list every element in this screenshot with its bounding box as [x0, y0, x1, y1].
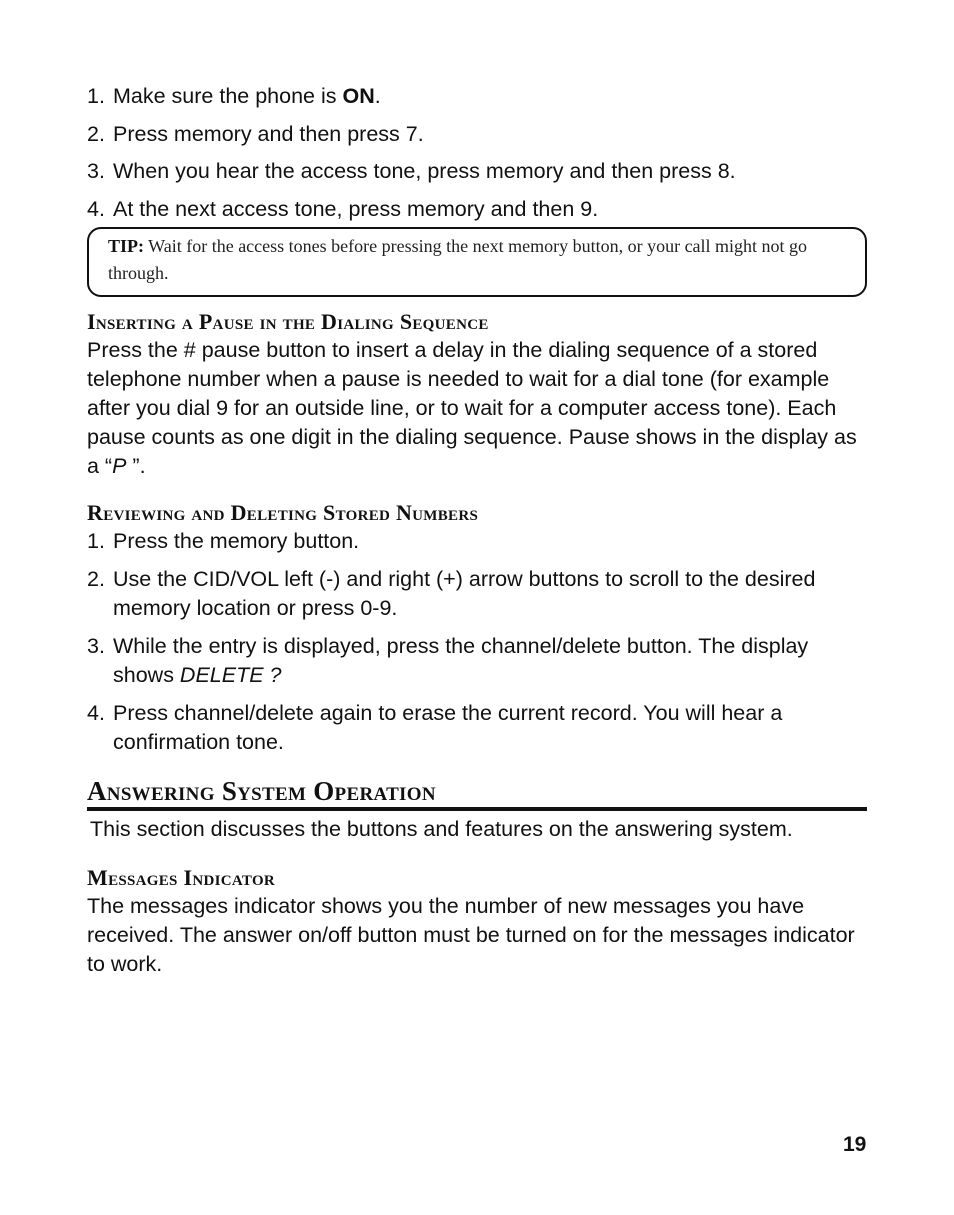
step-number: 3. — [87, 633, 105, 658]
step-text: While the entry is displayed, press the channel/delete button. The display shows — [113, 633, 809, 687]
step-number: 1. — [87, 528, 105, 553]
messages-paragraph: The messages indicator shows you the number of new messages you have received. The answer on/off button must be turned on for the messages indicator to work. — [87, 893, 855, 976]
display-delete-text: DELETE ? — [179, 662, 282, 687]
pause-body-end: ”. — [126, 453, 146, 478]
step-number: 2. — [87, 121, 105, 146]
tip-label: TIP: — [108, 235, 144, 256]
tip-text: Wait for the access tones before pressing the next memory button, or your call might not go through. — [108, 235, 808, 283]
dialing-steps-list — [87, 82, 867, 224]
manual-page — [87, 82, 867, 979]
list-item — [87, 565, 867, 623]
review-steps-list — [87, 527, 867, 757]
step-text: Press the memory button. — [113, 528, 360, 553]
step-number: 1. — [87, 84, 105, 108]
step-number: 4. — [87, 700, 105, 725]
section-heading-answering: Answering System Operation — [87, 775, 867, 811]
step-text: Press memory and then press 7. — [113, 121, 424, 146]
pause-symbol: P — [112, 453, 127, 478]
step-number: 4. — [87, 196, 105, 221]
step-text: Press channel/delete again to erase the current record. You will hear a confirmation tone. — [113, 700, 783, 754]
step-text: When you hear the access tone, press memory and then press 8. — [113, 159, 736, 183]
list-item — [87, 120, 867, 149]
tip-box — [87, 227, 867, 297]
list-item — [87, 632, 867, 690]
step-text-end: . — [374, 84, 381, 108]
section-heading-review: Reviewing and Deleting Stored Numbers — [87, 499, 479, 525]
step-number: 3. — [87, 159, 105, 183]
list-item — [87, 82, 867, 111]
pause-body-text: Press the # pause button to insert a delay in the dialing sequence of a stored telephone number when a pause is needed to wait for a dial tone (for example after you dial 9 for an outside line, or to wait for a computer access tone). Each pause counts as one digit in the dialing sequence. Pause shows in the display as a “ — [87, 337, 857, 478]
list-item — [87, 527, 867, 556]
section-heading-pause: Inserting a Pause in the Dialing Sequence — [87, 308, 489, 334]
pause-paragraph — [87, 336, 867, 481]
list-item — [87, 195, 867, 224]
step-text: Make sure the phone is — [113, 84, 343, 108]
step-number: 2. — [87, 566, 105, 591]
answering-intro: This section discusses the buttons and features on the answering system. — [90, 816, 793, 841]
list-item — [87, 699, 867, 757]
section-heading-messages: Messages Indicator — [87, 864, 276, 890]
page-number: 19 — [843, 1133, 867, 1156]
step-text: Use the CID/VOL left (-) and right (+) arrow buttons to scroll to the desired memory location or press 0-9. — [113, 566, 816, 620]
step-text: At the next access tone, press memory and then 9. — [113, 196, 599, 221]
list-item — [87, 157, 867, 186]
step-bold-text: ON — [342, 84, 375, 108]
